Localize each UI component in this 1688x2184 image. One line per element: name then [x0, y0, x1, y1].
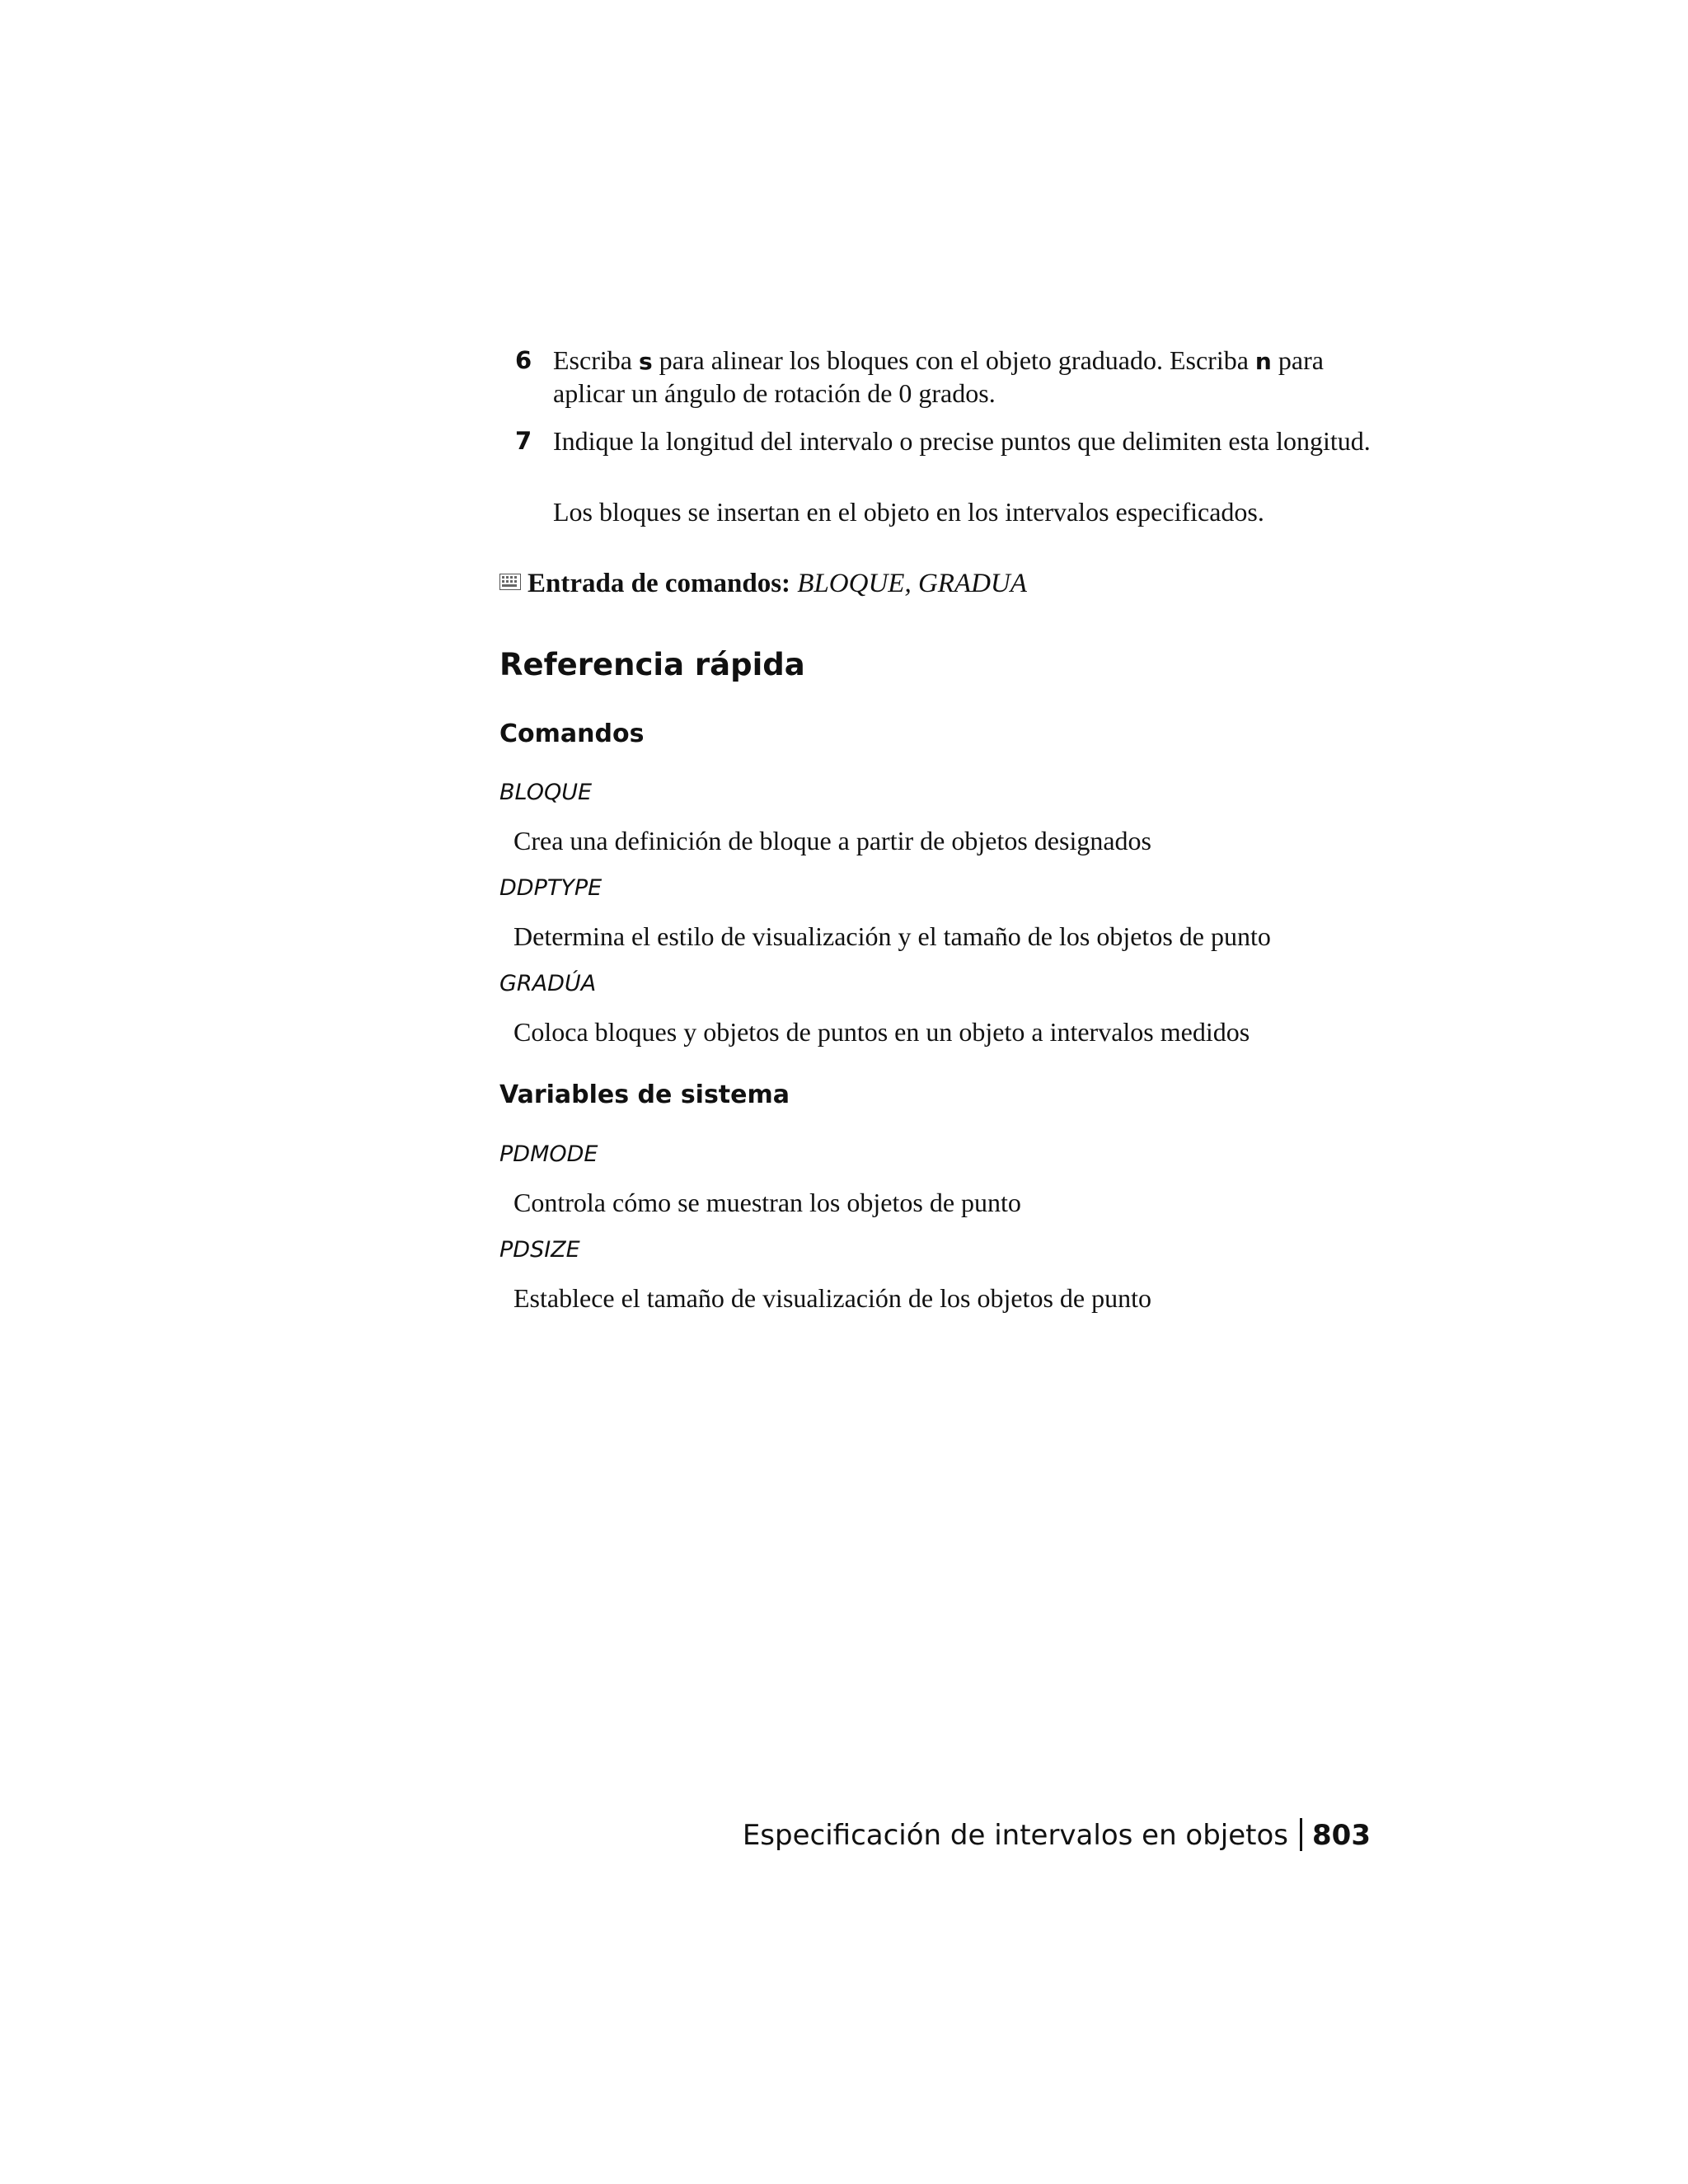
page-number: 803 — [1312, 1819, 1371, 1852]
command-term: DDPTYPE — [499, 875, 603, 901]
step-note: Los bloques se insertan en el objeto en los intervalos especificados. — [553, 497, 1264, 527]
command-description: Coloca bloques y objetos de puntos en un objeto a intervalos medidos — [513, 1017, 1250, 1047]
command-term: GRADÚA — [499, 971, 597, 996]
variable-description: Controla cómo se muestran los objetos de punto — [513, 1188, 1021, 1217]
page-footer — [743, 1818, 1371, 1853]
step-number: 6 — [515, 346, 532, 374]
step-6 — [515, 344, 1381, 409]
footer-section-title: Especificación de intervalos en objetos — [742, 1819, 1289, 1852]
step-text: Escriba s para alinear los bloques con el objeto graduado. Escriba n para aplicar un ángulo de rotación de 0 grados. — [553, 345, 1324, 408]
command-description: Determina el estilo de visualización y el tamaño de los objetos de punto — [513, 921, 1271, 951]
footer-separator — [1300, 1818, 1302, 1851]
keyboard-icon — [499, 565, 521, 598]
step-text: Indique la longitud del intervalo o precise puntos que delimiten esta longitud. — [553, 426, 1371, 456]
command-entry — [499, 565, 1027, 600]
command-description: Crea una definición de bloque a partir de objetos designados — [513, 826, 1151, 855]
variable-description: Establece el tamaño de visualización de los objetos de punto — [513, 1283, 1151, 1313]
variable-term: PDSIZE — [499, 1237, 580, 1263]
command-term: BLOQUE — [499, 780, 593, 805]
command-entry-label: Entrada de comandos: — [528, 569, 791, 598]
variable-term: PDMODE — [499, 1141, 598, 1167]
step-number: 7 — [515, 427, 532, 455]
command-entry-value: BLOQUE, GRADUA — [797, 569, 1027, 598]
step-7 — [515, 425, 1381, 457]
key-letter: n — [1254, 348, 1272, 375]
quick-reference-title: Referencia rápida — [499, 647, 805, 682]
key-letter: s — [638, 348, 653, 375]
system-variables-heading: Variables de sistema — [499, 1080, 790, 1109]
commands-heading: Comandos — [499, 719, 645, 748]
